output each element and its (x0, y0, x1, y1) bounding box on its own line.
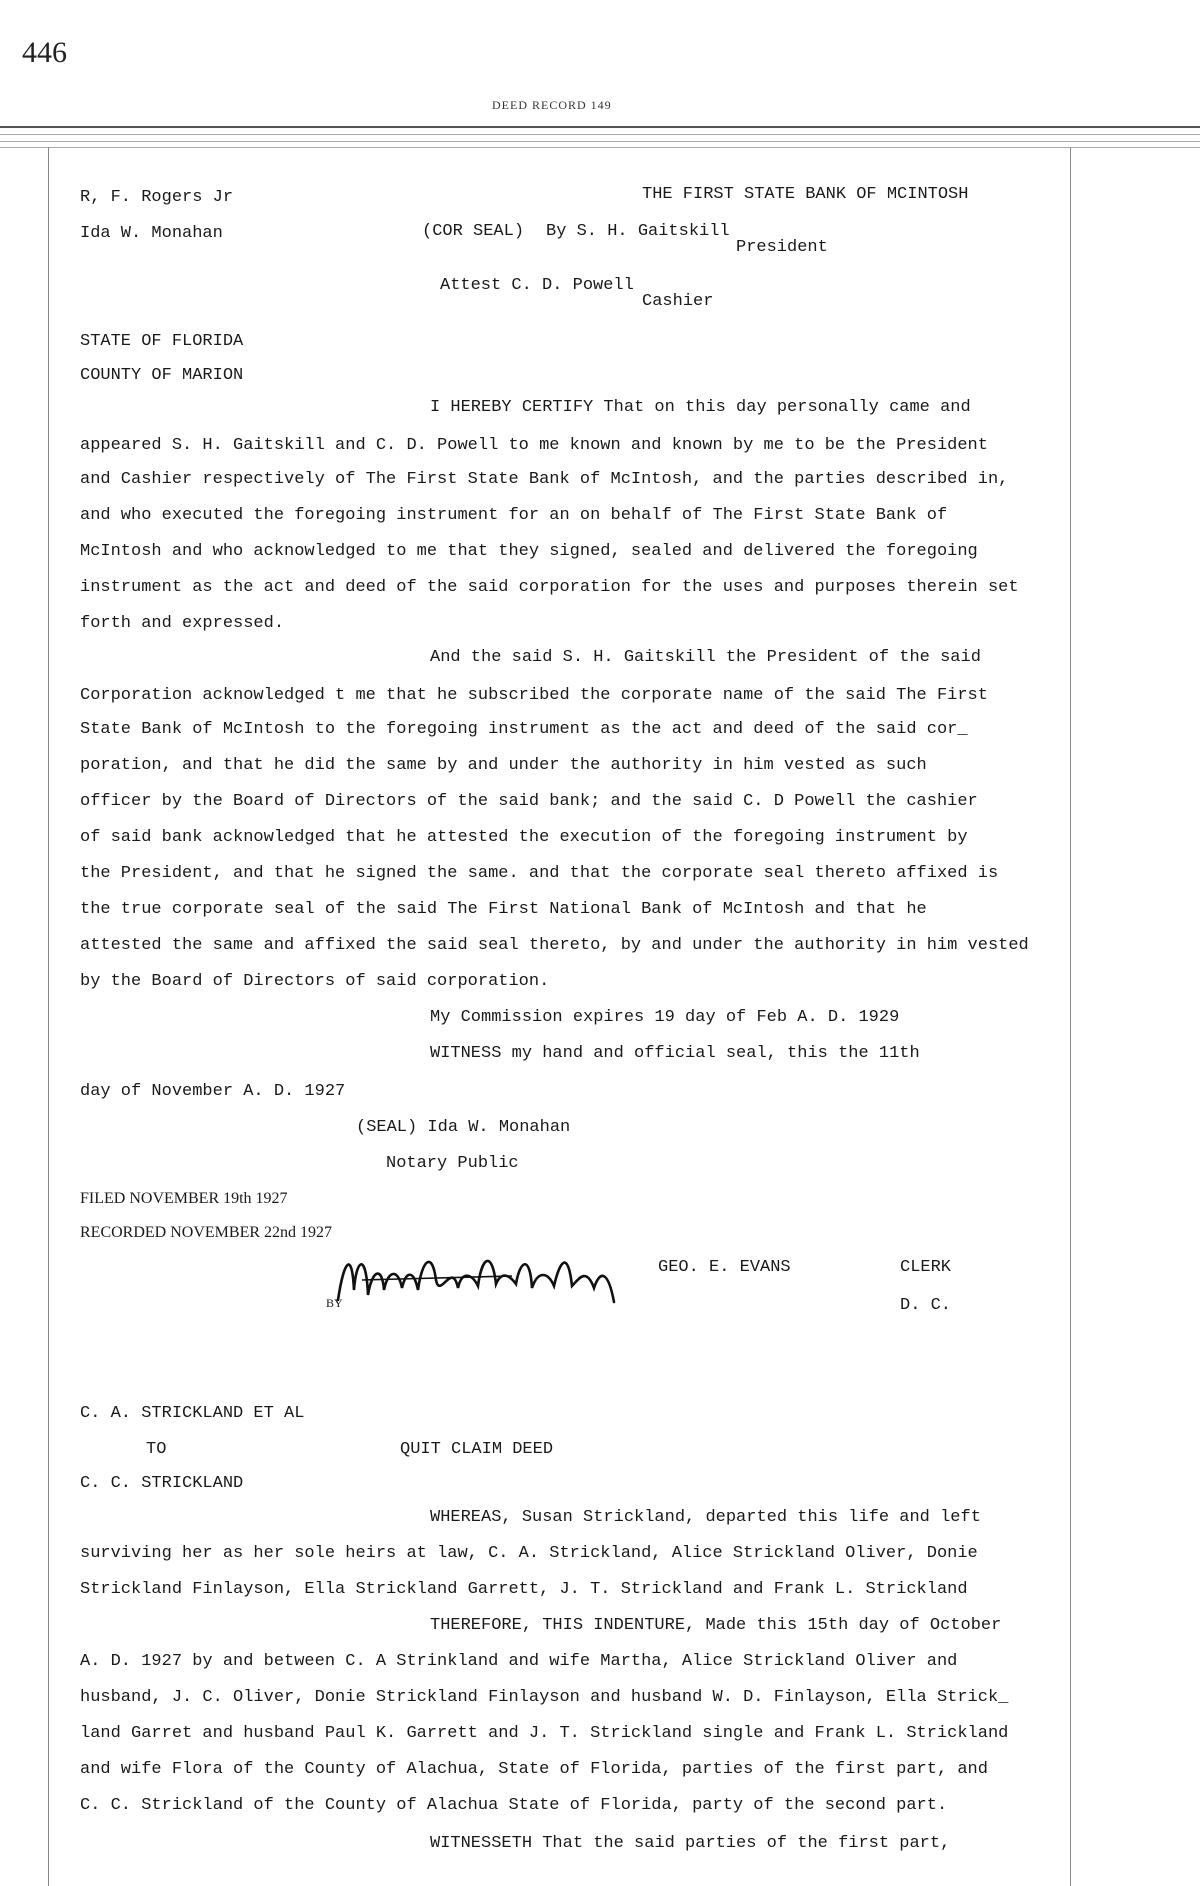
ack-line-5: McIntosh and who acknowledged to me that they signed, sealed and delivered the foregoing (80, 542, 978, 561)
ack-line-14: the President, and that he signed the same. and that the corporate seal thereto affixed is (80, 864, 999, 883)
page-number: 446 (22, 36, 67, 69)
deed-line-5: A. D. 1927 by and between C. A Strinkland and wife Martha, Alice Strickland Oliver and (80, 1652, 958, 1671)
deed-line-9: C. C. Strickland of the County of Alachua State of Florida, party of the second part. (80, 1796, 948, 1815)
commission-line: My Commission expires 19 day of Feb A. D. 1929 (430, 1008, 900, 1027)
ack-line-8: And the said S. H. Gaitskill the President of the said (430, 648, 981, 667)
witness-1: R, F. Rogers Jr (80, 188, 234, 207)
ack-line-17: by the Board of Directors of said corporation. (80, 972, 550, 991)
deputy-clerk: D. C. (900, 1296, 952, 1315)
clerk-signature (332, 1240, 652, 1320)
ack-line-12: officer by the Board of Directors of the said bank; and the said C. D Powell the cashier (80, 792, 978, 811)
ack-line-15: the true corporate seal of the said The First National Bank of McIntosh and that he (80, 900, 927, 919)
header-rule-4 (0, 147, 1200, 148)
right-margin-line (1070, 147, 1071, 1886)
recorded-line: RECORDED NOVEMBER 22nd 1927 (80, 1224, 333, 1241)
header-rule-1 (0, 126, 1200, 128)
deed-line-6: husband, J. C. Oliver, Donie Strickland Finlayson and husband W. D. Finlayson, Ella Strick_ (80, 1688, 1009, 1707)
ack-line-4: and who executed the foregoing instrument for an on behalf of The First State Bank of (80, 506, 948, 525)
filed-line: FILED NOVEMBER 19th 1927 (80, 1190, 288, 1207)
deed-line-4: THEREFORE, THIS INDENTURE, Made this 15th day of October (430, 1616, 1002, 1635)
county-line: COUNTY OF MARION (80, 366, 244, 385)
ack-line-10: State Bank of McIntosh to the foregoing instrument as the act and deed of the said cor_ (80, 720, 968, 739)
ack-line-7: forth and expressed. (80, 614, 285, 633)
record-title: DEED RECORD 149 (492, 98, 612, 112)
deed-line-1: WHEREAS, Susan Strickland, departed this life and left (430, 1508, 981, 1527)
attest-title: Cashier (642, 292, 714, 311)
by-signer: By S. H. Gaitskill (546, 222, 730, 241)
ack-line-13: of said bank acknowledged that he attested the execution of the foregoing instrument by (80, 828, 968, 847)
witness-2: Ida W. Monahan (80, 224, 223, 243)
deed-line-8: and wife Flora of the County of Alachua, State of Florida, parties of the first part, and (80, 1760, 988, 1779)
corp-seal: (COR SEAL) (422, 222, 525, 241)
ack-line-2: appeared S. H. Gaitskill and C. D. Powell to me known and known by me to be the President (80, 436, 988, 455)
header-rule-3 (0, 141, 1200, 142)
deed-line-10: WITNESSETH That the said parties of the first part, (430, 1834, 951, 1853)
ack-line-16: attested the same and affixed the said seal thereto, by and under the authority in him vested (80, 936, 1029, 955)
attest-line: Attest C. D. Powell (440, 276, 634, 295)
clerk-name: GEO. E. EVANS (658, 1258, 791, 1277)
deed-line-3: Strickland Finlayson, Ella Strickland Garrett, J. T. Strickland and Frank L. Strickland (80, 1580, 968, 1599)
deed-line-2: surviving her as her sole heirs at law, C. A. Strickland, Alice Strickland Oliver, Donie (80, 1544, 978, 1563)
state-line: STATE OF FLORIDA (80, 332, 244, 351)
ack-line-11: poration, and that he did the same by and under the authority in him vested as such (80, 756, 927, 775)
deed-line-7: land Garret and husband Paul K. Garrett and J. T. Strickland single and Frank L. Strickland (80, 1724, 1009, 1743)
grantor: C. A. STRICKLAND ET AL (80, 1404, 305, 1423)
date-line: day of November A. D. 1927 (80, 1082, 346, 1101)
ack-line-6: instrument as the act and deed of the said corporation for the uses and purposes therein set (80, 578, 1019, 597)
deed-type: QUIT CLAIM DEED (400, 1440, 554, 1459)
ack-line-3: and Cashier respectively of The First State Bank of McIntosh, and the parties described in, (80, 470, 1009, 489)
bank-name: THE FIRST STATE BANK OF MCINTOSH (642, 185, 969, 204)
signer-title: President (736, 238, 828, 257)
notary-seal: (SEAL) Ida W. Monahan (356, 1118, 571, 1137)
grantee: C. C. STRICKLAND (80, 1474, 244, 1493)
ack-line-9: Corporation acknowledged t me that he subscribed the corporate name of the said The First (80, 686, 988, 705)
header-rule-2 (0, 134, 1200, 135)
clerk-title: CLERK (900, 1258, 952, 1277)
notary-title: Notary Public (386, 1154, 519, 1173)
to-label: TO (146, 1440, 167, 1459)
ack-line-1: I HEREBY CERTIFY That on this day personally came and (430, 398, 971, 417)
witness-hand-line: WITNESS my hand and official seal, this the 11th (430, 1044, 920, 1063)
left-margin-line (48, 147, 49, 1886)
by-label: BY (326, 1296, 343, 1310)
